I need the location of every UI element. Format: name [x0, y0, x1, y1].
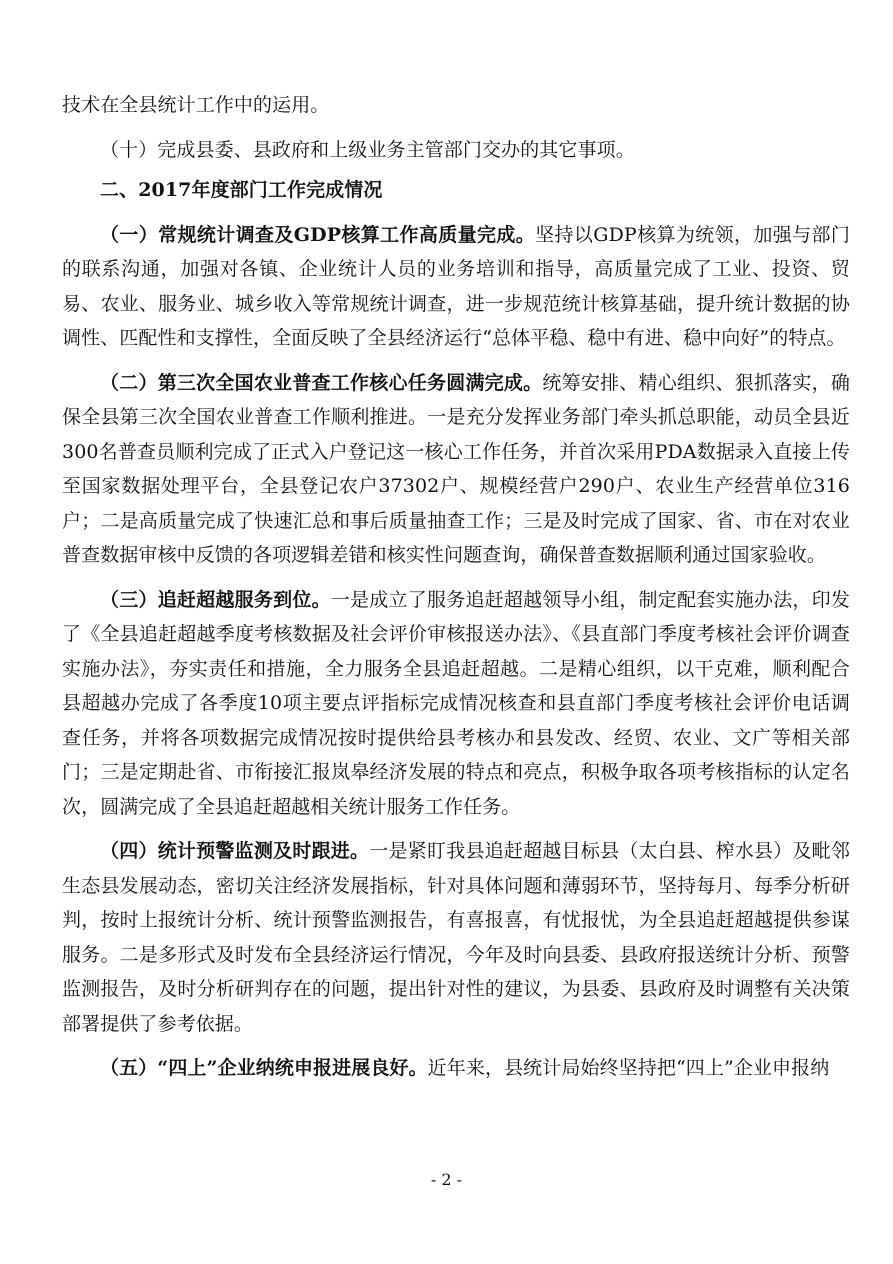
paragraph-5-body: 近年来，县统计局始终坚持把“四上”企业申报纳	[427, 1057, 830, 1079]
paragraph-3-body: 一是成立了服务追赶超越领导小组，制定配套实施办法，印发了《全县追赶超越季度考核数据及社会评价审核报送办法》、《县直部门季度考核社会评价调查实施办法》，夯实责任和措施，全力服务全县追赶超越。二是精心组织，以干克难，顺利配合县超越办完成了各季度10项主要点评指标完成情况核查和县直部门季度考核社会评价电话调查任务，并将各项数据完成情况按时提供给县考核办和县发改、经贸、农业、文广等相关部门；三是定期赴省、市衔接汇报岚皋经济发展的特点和亮点，积极争取各项考核指标的认定名次，圆满完成了全县追赶超越相关统计服务工作任务。	[62, 588, 850, 818]
paragraph-3-lead: （三）追赶超越服务到位。	[100, 588, 331, 611]
paragraph-2-lead: （二）第三次全国农业普查工作核心任务圆满完成。	[100, 371, 543, 394]
page-number: - 2 -	[430, 1170, 463, 1189]
paragraph-2-body: 统筹安排、精心组织、狠抓落实，确保全县第三次全国农业普查工作顺利推进。一是充分发挥业务部门牵头抓总职能，动员全县近300名普查员顺利完成了正式入户登记这一核心工作任务，并首次采用PDA数据录入直接上传至国家数据处理平台，全县登记农户37302户、规模经营户290户、农业生产经营单位316户；二是高质量完成了快速汇总和事后质量抽查工作；三是及时完成了国家、省、市在对农业普查数据审核中反馈的各项逻辑差错和核实性问题查询，确保普查数据顺利通过国家验收。	[62, 371, 850, 566]
continuation-text: 技术在全县统计工作中的运用。	[62, 94, 330, 116]
section-heading: 二、2017年度部门工作完成情况	[100, 179, 383, 201]
paragraph-4	[62, 834, 850, 1041]
paragraph-1-body: 坚持以GDP核算为统领，加强与部门的联系沟通，加强对各镇、企业统计人员的业务培训和指导，高质量完成了工业、投资、贸易、农业、服务业、城乡收入等常规统计调查，进一步规范统计核算基础，提升统计数据的协调性、匹配性和支撑性，全面反映了全县经济运行“总体平稳、稳中有进、稳中向好”的特点。	[62, 223, 850, 349]
item-10: （十）完成县委、县政府和上级业务主管部门交办的其它事项。	[100, 138, 635, 161]
paragraph-5	[62, 1051, 850, 1086]
paragraph-5-lead: （五）“四上”企业纳统申报进展良好。	[100, 1057, 428, 1079]
paragraph-1	[62, 218, 850, 356]
paragraph-1-lead: （一）常规统计调查及GDP核算工作高质量完成。	[100, 223, 536, 246]
document-body	[62, 88, 850, 1086]
paragraph-3	[62, 583, 850, 825]
paragraph-2	[62, 366, 850, 573]
paragraph-4-body: 一是紧盯我县追赶超越目标县（太白县、榨水县）及毗邻生态县发展动态，密切关注经济发展指标，针对具体问题和薄弱环节，坚持每月、每季分析研判，按时上报统计分析、统计预警监测报告，有喜报喜，有忧报忧，为全县追赶超越提供参谋服务。二是多形式及时发布全县经济运行情况，今年及时向县委、县政府报送统计分析、预警监测报告，及时分析研判存在的问题，提出针对性的建议，为县委、县政府及时调整有关决策部署提供了参考依据。	[62, 840, 850, 1035]
paragraph-4-lead: （四）统计预警监测及时跟进。	[100, 840, 370, 862]
